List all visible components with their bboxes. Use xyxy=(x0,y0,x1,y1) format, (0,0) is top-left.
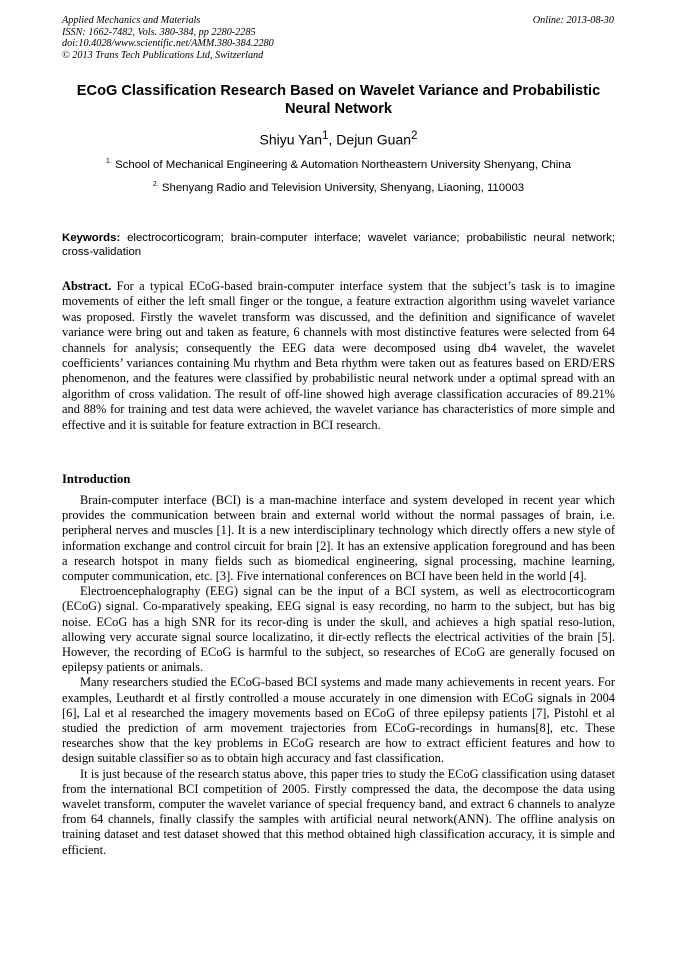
keywords-text: electrocorticogram; brain-computer interface; wavelet variance; probabilistic neural network; cross-validation xyxy=(62,232,615,258)
journal-copyright: © 2013 Trans Tech Publications Ltd, Switzerland xyxy=(62,49,264,61)
affiliation-marker: 2. xyxy=(152,181,159,188)
body-paragraph: Many researchers studied the ECoG-based BCI systems and made many achievements in recent years. For examples, Leuthardt et al firstly controlled a mouse accurately in one dimension with ECoG signals in 2004 [6], Lal et al researched the imagery movements based on ECoG of three epilepsy patients [7], Pistohl et al studied the prediction of arm movement trajectories from ECoG-recordings in humans[8], etc. These researches show that the key problems in ECoG research are how to extract efficient features and how to design suitable classifier so as to obtain high accuracy and fast classification. xyxy=(62,675,615,766)
author-separator: , xyxy=(328,131,337,148)
paper-title: ECoG Classification Research Based on Wavelet Variance and Probabilistic Neural Network xyxy=(76,83,601,117)
author-line xyxy=(62,129,615,148)
author-name: Shiyu Yan xyxy=(259,131,323,148)
body-paragraph: It is just because of the research status above, this paper tries to study the ECoG classification using dataset from the international BCI competition of 2005. Firstly compressed the data, the decompose the data using wavelet transform, computer the wavelet variance of special frequency band, and extract 6 channels to analyze from 64 channels, finally classify the samples with artificial neural network(ANN). The offline analysis on training dataset and test dataset showed that this method obtained high classification accuracy, it is simple and efficient. xyxy=(62,766,615,857)
online-date: Online: 2013-08-30 xyxy=(532,15,614,26)
author-name: Dejun Guan xyxy=(336,131,412,148)
body-paragraph: Electroencephalography (EEG) signal can be the input of a BCI system, as well as electrocorticogram (ECoG) signal. Co-mparatively speaking, EEG signal is easy recording, no harm to the subject, but has big noise. ECoG has a high SNR for its recor-ding is under the skull, and achieves a high spatial reso-lution, allowing very accurate signal source localizatino, it dir-ectly reflects the electrical activities of the brain [5]. However, the recording of ECoG is harmful to the subject, so researches of ECoG are generally focused on epilepsy patients or animals. xyxy=(62,584,615,675)
author-superscript: 2 xyxy=(411,129,418,142)
affiliation-marker: 1. xyxy=(106,158,112,165)
author-superscript: 1 xyxy=(322,129,329,142)
journal-issn: ISSN: 1662-7482, Vols. 380-384, pp 2280-2285 xyxy=(62,26,256,38)
journal-name: Applied Mechanics and Materials xyxy=(62,15,201,26)
body-paragraph: Brain-computer interface (BCI) is a man-machine interface and system developed in recent year which provides the communication between brain and external world without the normal passages of brain, i.e. peripheral nerves and muscles [1]. It is a new interdisciplinary technology which directly offers a new style of information exchange and control circuit for brain [2]. It has an extensive application foreground and has been a research hotspot in many fields such as biomedical engineering, signal processing, machine learning, computer communication, etc. [3]. Five international conferences on BCI have been held in the world [4]. xyxy=(62,493,615,584)
section-heading-introduction: Introduction xyxy=(62,472,131,486)
journal-doi: doi:10.4028/www.scientific.net/AMM.380-384.2280 xyxy=(62,38,274,50)
abstract-text: For a typical ECoG-based brain-computer interface system that the subject’s task is to imagine movements of either the left small finger or the tongue, a feature extraction algorithm using wavelet variance was proposed. Firstly the wavelet transform was discussed, and the definition and significance of wavelet variance were bring out and taken as feature, 6 channels with most distinctive features were selected from 64 channels for analysis; consequently the EEG data were decomposed using db4 wavelet, the wavelet coefficients’ variances containing Mu rhythm and Beta rhythm were taken out as features based on ERD/ERS phenomenon, and the features were classified by probabilistic neural network under a optimal spread with an algorithm of cross validation. The result of off-line showed high average classification accuracies of 89.21% and 88% for training and test data were achieved, the wavelet variance has characteristics of more simple and effective and it is suitable for feature extraction in BCI research. xyxy=(62,279,615,432)
affiliation-1 xyxy=(62,158,615,171)
abstract-block xyxy=(62,279,615,433)
affiliation-2 xyxy=(62,181,615,194)
introduction-body xyxy=(62,493,615,858)
journal-header xyxy=(62,15,482,61)
affiliation-text: School of Mechanical Engineering & Automation Northeastern University Shenyang, China xyxy=(115,158,571,171)
affiliation-text: Shenyang Radio and Television University, Shenyang, Liaoning, 110003 xyxy=(161,181,525,194)
keywords-label: Keywords: xyxy=(62,232,121,244)
keywords-block xyxy=(62,231,615,259)
abstract-label: Abstract. xyxy=(62,279,112,293)
